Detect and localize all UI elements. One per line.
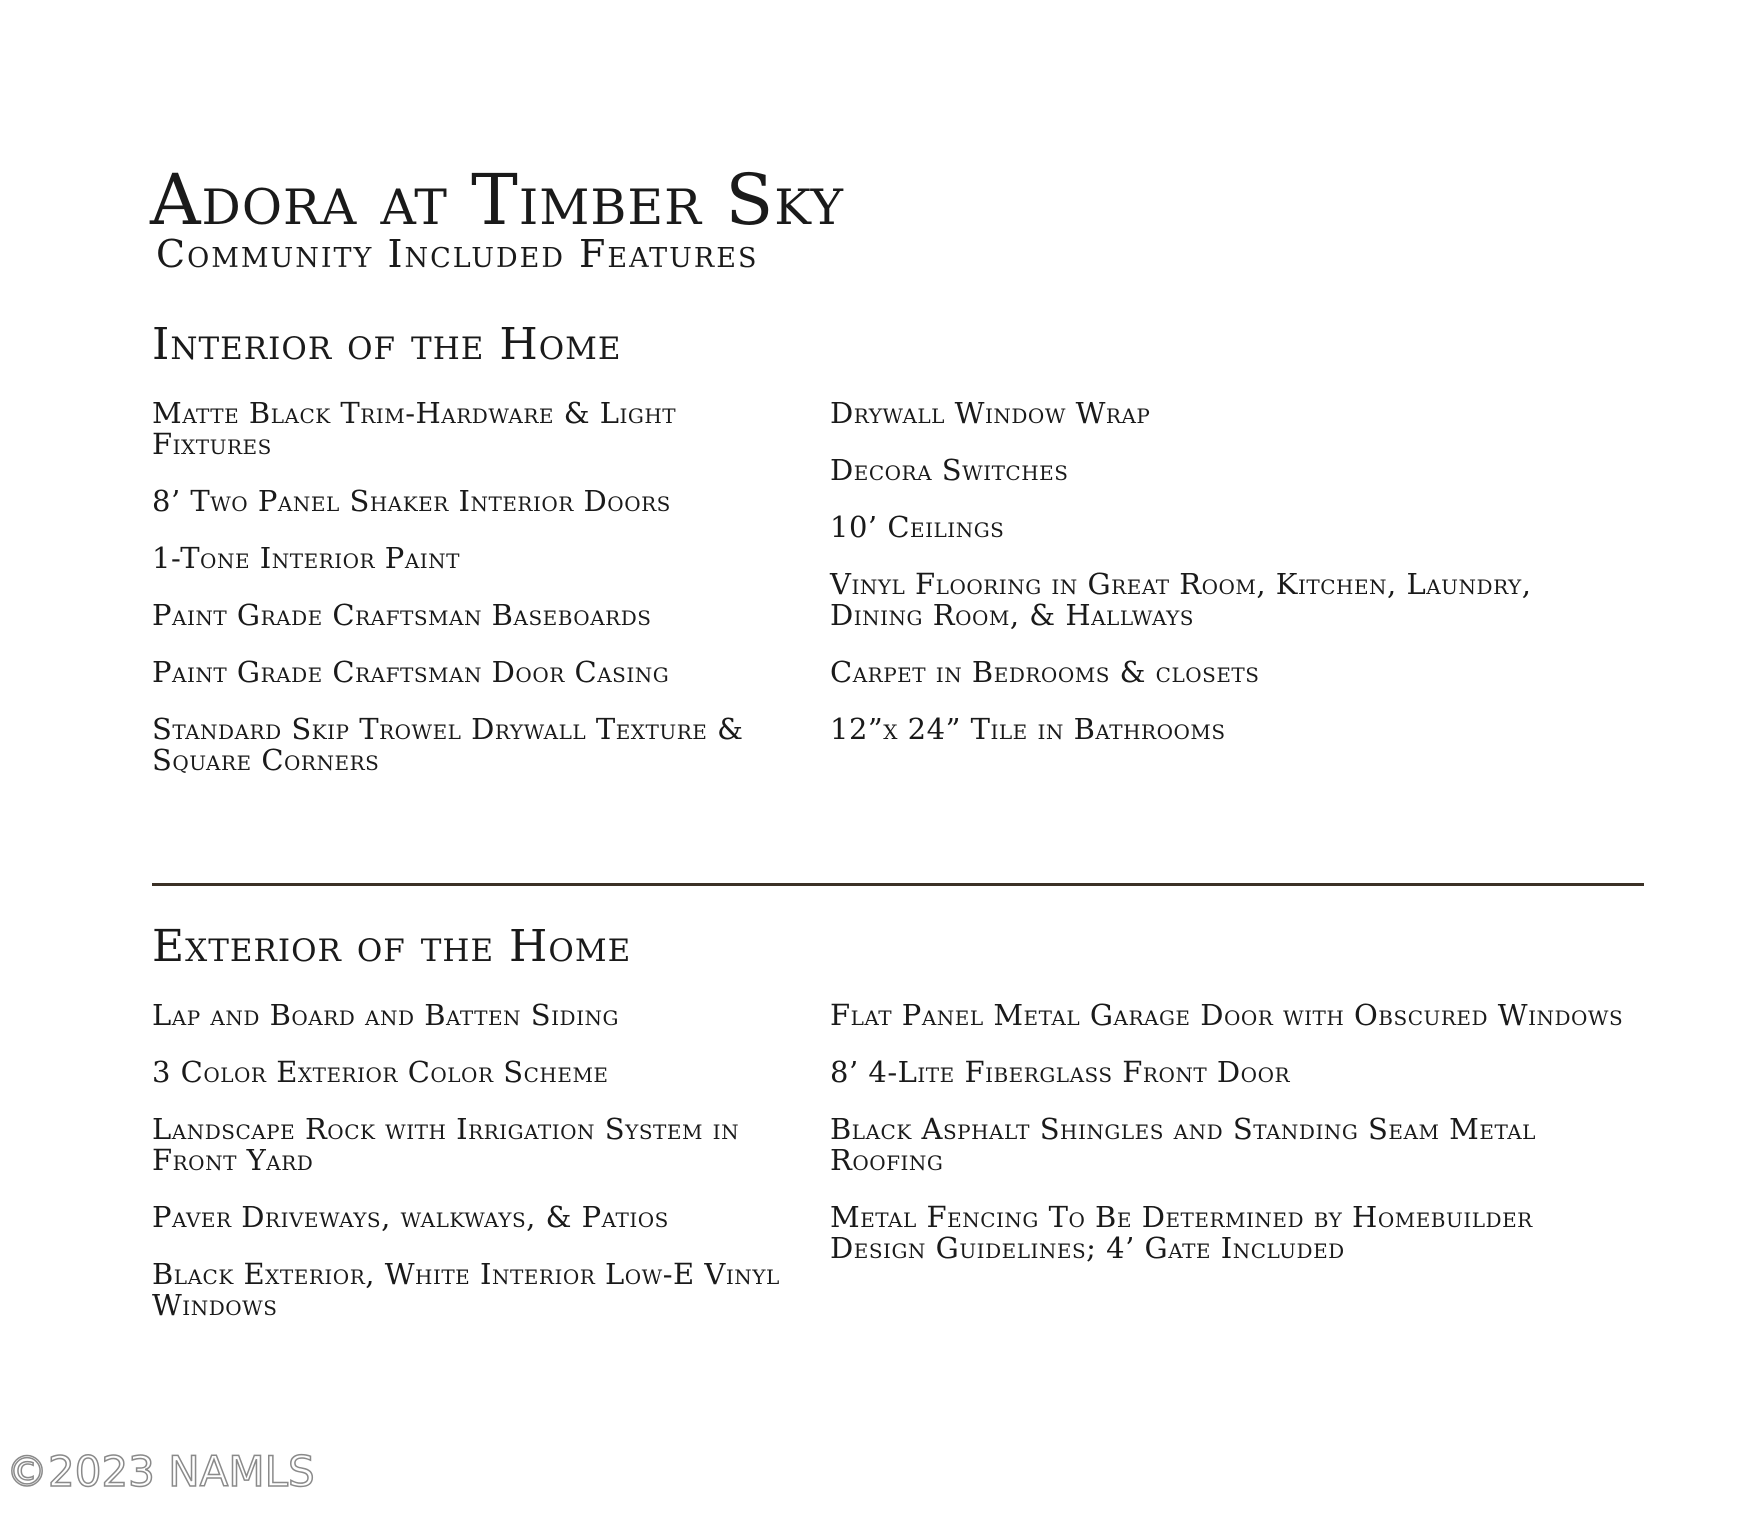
exterior-right-list bbox=[830, 1000, 1630, 1290]
exterior-section-heading: Exterior of the Home bbox=[152, 921, 632, 972]
interior-right-list bbox=[830, 398, 1630, 771]
page-subtitle: Community Included Features bbox=[156, 232, 759, 276]
copyright-watermark: ©2023 NAMLS bbox=[6, 1447, 315, 1496]
list-item: Paint Grade Craftsman Door Casing bbox=[152, 655, 670, 689]
list-item: 8’ 4-Lite Fiberglass Front Door bbox=[830, 1055, 1291, 1089]
list-item: 10’ Ceilings bbox=[830, 510, 1005, 544]
exterior-left-list bbox=[152, 1000, 782, 1347]
list-item: Vinyl Flooring in Great Room, Kitchen, Laundry, Dining Room, & Hallways bbox=[830, 567, 1532, 632]
interior-left-list bbox=[152, 398, 782, 802]
list-item: Landscape Rock with Irrigation System in Front Yard bbox=[152, 1112, 740, 1177]
list-item: Lap and Board and Batten Siding bbox=[152, 998, 619, 1032]
list-item: Decora Switches bbox=[830, 453, 1069, 487]
list-item: 8’ Two Panel Shaker Interior Doors bbox=[152, 484, 671, 518]
interior-section-heading: Interior of the Home bbox=[152, 319, 622, 370]
section-divider bbox=[152, 883, 1644, 886]
list-item: Black Asphalt Shingles and Standing Seam Metal Roofing bbox=[830, 1112, 1536, 1177]
list-item: Black Exterior, White Interior Low-E Vinyl Windows bbox=[152, 1257, 780, 1322]
page-title: Adora at Timber Sky bbox=[150, 159, 844, 241]
list-item: 3 Color Exterior Color Scheme bbox=[152, 1055, 609, 1089]
list-item: 1-Tone Interior Paint bbox=[152, 541, 460, 575]
list-item: 12”x 24” Tile in Bathrooms bbox=[830, 712, 1226, 746]
list-item: Drywall Window Wrap bbox=[830, 396, 1151, 430]
list-item: Paver Driveways, walkways, & Patios bbox=[152, 1200, 669, 1234]
list-item: Flat Panel Metal Garage Door with Obscured Windows bbox=[830, 998, 1624, 1032]
list-item: Matte Black Trim-Hardware & Light Fixtures bbox=[152, 396, 677, 461]
list-item: Carpet in Bedrooms & closets bbox=[830, 655, 1260, 689]
list-item: Metal Fencing To Be Determined by Homebuilder Design Guidelines; 4’ Gate Included bbox=[830, 1200, 1533, 1265]
list-item: Paint Grade Craftsman Baseboards bbox=[152, 598, 652, 632]
list-item: Standard Skip Trowel Drywall Texture & Square Corners bbox=[152, 712, 744, 777]
